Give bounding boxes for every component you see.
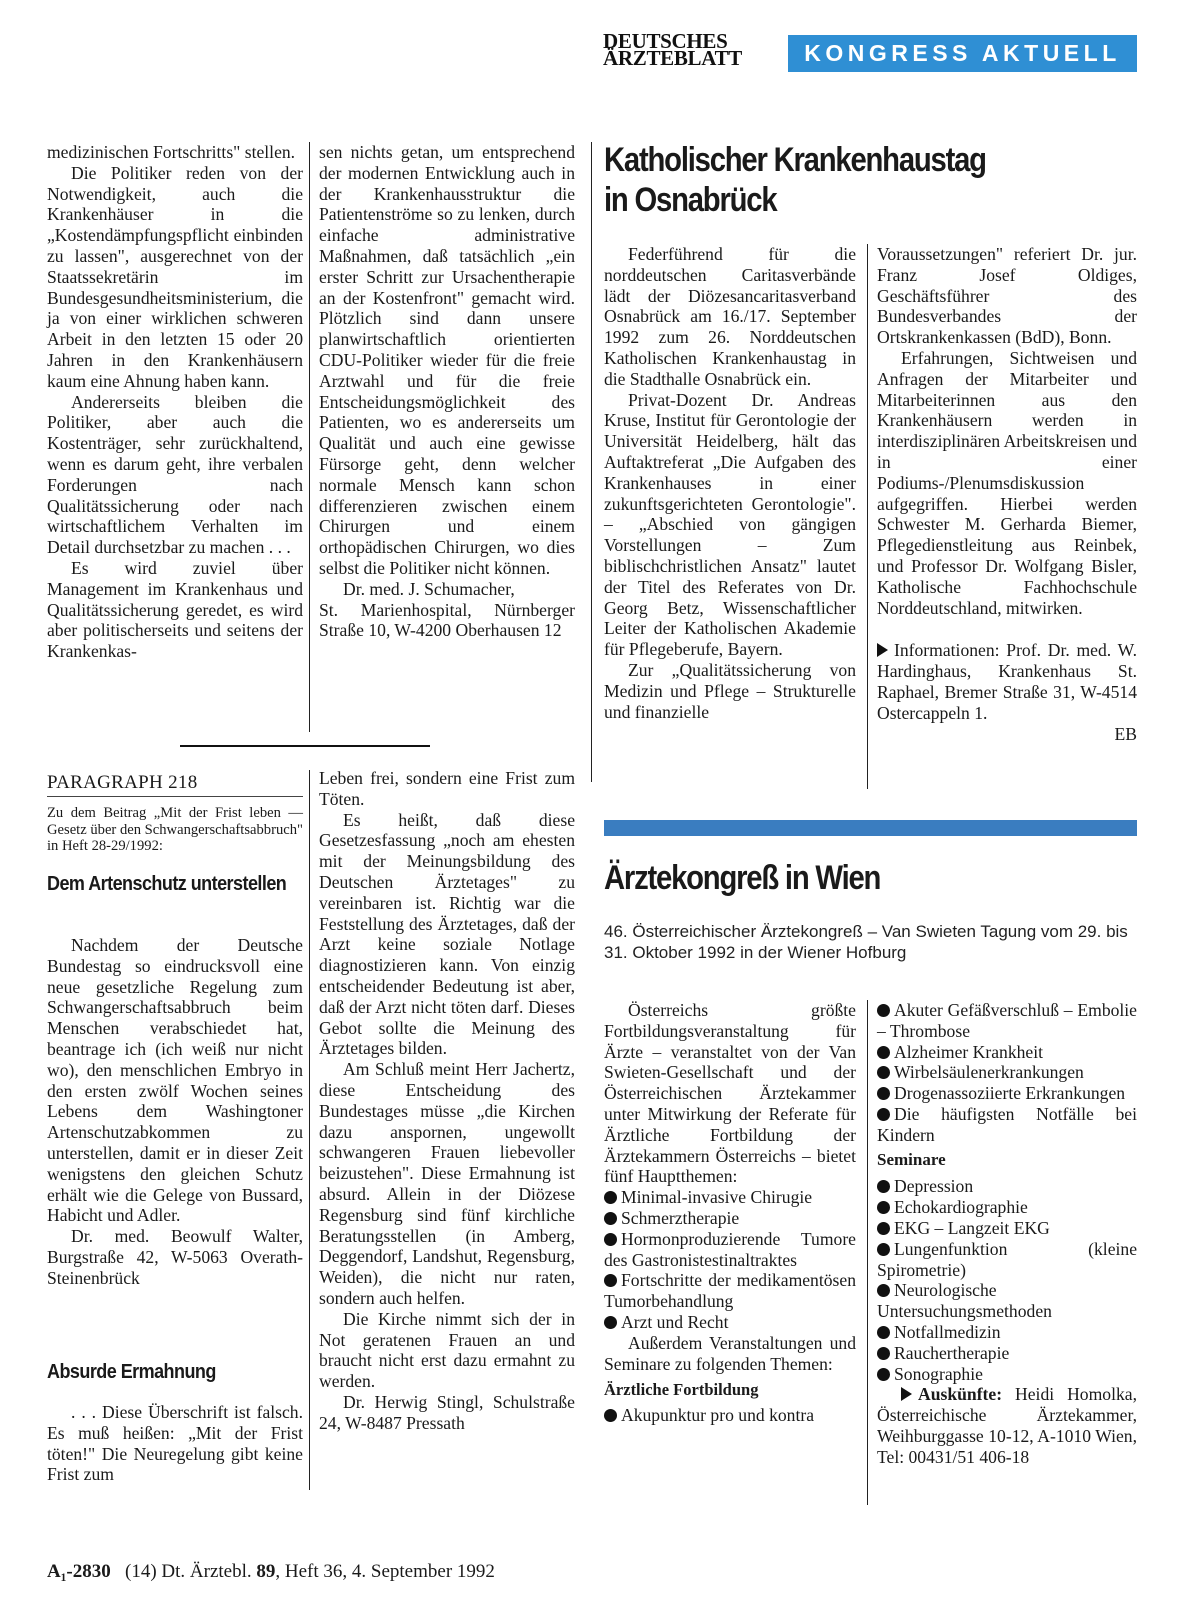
list-item: Akuter Gefäßverschluß – Embolie – Thrombose xyxy=(877,1000,1137,1041)
paragraph: Andererseits bleiben die Politiker, aber auch die Kostenträger, sehr zurückhaltend, wenn es darum geht, ihre verbalen Forderungen nach Qualitätssicherung oder nach wirtschaftlichem Verhalten im Detail durchsetzbar zu machen . . . xyxy=(47,391,303,558)
paragraph: sen nichts getan, um entsprechend der modernen Entwicklung auch in der Krankenhausstruktur die Patientenströme so zu lenken, durch einfache administrative Maßnahmen, daß tatsächlich „ein erster Schritt zur Ursachentherapie an der Kostenfront" gemacht wird. Plötzlich sind dann unsere planwirtschaftlich orientierten CDU-Politiker wieder für die freie Arztwahl und für die freie Entscheidungsmöglichkeit des Patienten, wo es andererseits um Qualität und auch eine gewisse Fürsorge geht, denn welcher normale Mensch kann schon differenzieren zwischen einem Chirurgen und einem orthopädischen Chirurgen, wo dies selbst die Politiker nicht können. xyxy=(319,142,575,578)
bullet-icon xyxy=(604,1409,617,1422)
list-item: EKG – Langzeit EKG xyxy=(877,1218,1137,1239)
letter2-body-col2 xyxy=(319,768,575,1434)
contact-text: Heidi Homolka, Österreichische Ärztekammer, Weihburggasse 10-12, A-1010 Wien, Tel: 00431/51 406-18 xyxy=(877,1384,1137,1467)
list-item: Notfallmedizin xyxy=(877,1322,1137,1343)
list-item: Wirbelsäulenerkrankungen xyxy=(877,1062,1137,1083)
signature-address: St. Marienhospital, Nürnberger Straße 10, W-4200 Oberhausen 12 xyxy=(319,599,575,641)
column-divider xyxy=(867,1000,868,1505)
publication-name-line2: ÄRZTEBLATT xyxy=(603,46,742,70)
left-article-column-1 xyxy=(47,142,303,662)
bullet-icon xyxy=(877,1201,890,1214)
paragraph: Voraussetzungen" referiert Dr. jur. Franz Josef Oldiges, Geschäftsführer des Bundesverbandes der Ortskrankenkassen (BdD), Bonn. xyxy=(877,244,1137,348)
section-color-bar xyxy=(604,820,1137,836)
headline-line: Katholischer Krankenhaustag xyxy=(604,141,986,179)
bullet-icon xyxy=(604,1233,617,1246)
letter2-body-col1 xyxy=(47,1402,303,1485)
list-item: Hormonproduzierende Tumore des Gastronistestinaltraktes xyxy=(604,1228,856,1270)
info-text: Informationen: Prof. Dr. med. W. Hardinghaus, Krankenhaus St. Raphael, Bremer Straße 31, W-4514 Ostercappeln 1. xyxy=(877,640,1137,723)
reference-note: Zu dem Beitrag „Mit der Frist leben — Gesetz über den Schwangerschaftsabbruch" in Heft 28-29/1992: xyxy=(47,805,303,854)
letter1-body xyxy=(47,935,303,1289)
contact-note xyxy=(877,1384,1137,1467)
list-heading: Ärztliche Fortbildung xyxy=(604,1380,759,1400)
column-divider xyxy=(309,142,310,732)
section-banner: KONGRESS AKTUELL xyxy=(788,35,1137,72)
page-footer xyxy=(47,1561,647,1583)
article-headline xyxy=(604,140,1120,220)
paragraph: Die Politiker reden von der Notwendigkeit, auch die Krankenhäuser in die „Kostendämpfungspflicht einbinden zu lassen", ausgerechnet von der Staatssekretärin im Bundesgesundheitsministerium, die ja von einer wirklichen schweren Arbeit in den letzten 15 oder 20 Jahren in den Krankenhäusern kaum eine Ahnung haben kann. xyxy=(47,162,303,391)
section-kicker: PARAGRAPH 218 xyxy=(47,772,303,797)
pointer-triangle-icon xyxy=(901,1387,912,1401)
left-article-column-2 xyxy=(319,142,575,641)
citation-prefix: (14) Dt. Ärztebl. xyxy=(125,1561,252,1582)
wien-column-1 xyxy=(604,1000,856,1426)
paragraph: Leben frei, sondern eine Frist zum Töten. xyxy=(319,768,575,809)
list-item: Sonographie xyxy=(877,1364,1137,1385)
list-item: Neurologische Untersuchungsmethoden xyxy=(877,1280,1052,1322)
bullet-icon xyxy=(877,1180,890,1193)
paragraph: Am Schluß meint Herr Jachertz, diese Entscheidung des Bundestages müsse „die Kirchen dazu anspornen, ungewollt schwangeren Frauen liebevoller beizustehen". Diese Ermahnung ist absurd. Allein in der Diözese Regensburg sind fünf kirchliche Beratungsstellen (in Amberg, Deggendorf, Landshut, Regensburg, Weiden), die nicht nur raten, sondern auch helfen. xyxy=(319,1059,575,1308)
page-code: A₁-2830 xyxy=(47,1561,111,1582)
list-item: Alzheimer Krankheit xyxy=(877,1042,1137,1063)
headline-line: in Osnabrück xyxy=(604,181,777,219)
list-item: Akupunktur pro und kontra xyxy=(604,1405,856,1426)
list-item: Echokardiographie xyxy=(877,1197,1137,1218)
bullet-icon xyxy=(877,1066,890,1079)
publication-name-line1: DEUTSCHES xyxy=(603,29,728,53)
list-item: Rauchertherapie xyxy=(877,1343,1137,1364)
author-initials: EB xyxy=(1114,723,1137,744)
bullet-icon xyxy=(877,1326,890,1339)
osnabrueck-column-1 xyxy=(604,244,856,722)
bullet-icon xyxy=(877,1046,890,1059)
contact-label: Auskünfte: xyxy=(918,1384,1003,1405)
paragraph: Österreichs größte Fortbildungsveranstaltung für Ärzte – veranstaltet von der Van Swieten-Gesellschaft und der Österreichischen Ärztekammer unter Mitwirkung der Referate für Ärztliche Fortbildung der Ärztekammern Österreichs – bietet fünf Hauptthemen: xyxy=(604,1000,856,1187)
list-item: Die häufigsten Notfälle bei Kindern xyxy=(877,1103,1137,1145)
bullet-icon xyxy=(877,1222,890,1235)
info-note xyxy=(877,640,1137,723)
letter-headline: Dem Artenschutz unterstellen xyxy=(47,873,287,895)
paragraph: Nachdem der Deutsche Bundestag so eindrucksvoll eine neue gesetzliche Regelung zum Schwangerschaftsabbruch beim Menschen verabschiedet hat, beantrage ich (ich weiß nur nicht wo), den menschlichen Embryo in den ersten zwölf Wochen seines Lebens dem Washingtoner Artenschutzabkommen zu unterstellen, damit er in dieser Zeit wenigstens den gleichen Schutz erhält wie die Gelege von Bussard, Habicht und Adler. xyxy=(47,935,303,1226)
wien-column-2 xyxy=(877,1000,1137,1468)
list-heading: Seminare xyxy=(877,1149,946,1169)
list-item: Arzt und Recht xyxy=(604,1312,856,1333)
pointer-triangle-icon xyxy=(877,643,888,657)
column-divider xyxy=(309,770,310,1490)
bullet-icon xyxy=(877,1284,890,1297)
article-end-rule xyxy=(180,745,430,747)
paragraph: Zur „Qualitätssicherung von Medizin und Pflege – Strukturelle und finanzielle xyxy=(604,659,856,722)
paragraph: Privat-Dozent Dr. Andreas Kruse, Institut für Gerontologie der Universität Heidelberg, hält das Auftaktreferat „Die Aufgaben des Krankenhauses in einer zukunftsgerichteten Gerontologie". – „Abschied von gängigen Vorstellungen – Zum biblischchristlichen Ansatz" lautet der Titel des Referates von Dr. Georg Betz, Wissenschaftlicher Leiter der Katholischen Akademie für Pflegeberufe, Bayern. xyxy=(604,389,856,660)
article-deck: 46. Österreichischer Ärztekongreß – Van Swieten Tagung vom 29. bis 31. Oktober 1992 in der Wiener Hofburg xyxy=(604,922,1128,962)
paragraph: Erfahrungen, Sichtweisen und Anfragen der Mitarbeiter und Mitarbeiterinnen aus den Krankenhäusern werden in interdisziplinären Arbeitskreisen und in einer Podiums-/Plenumsdiskussion aufgegriffen. Hierbei werden Schwester M. Gerharda Biemer, Pflegedienstleitung aus Reinbek, und Professor Dr. Wolfgang Bisler, Katholische Fachhochschule Norddeutschland, mitwirken. xyxy=(877,347,1137,618)
paragraph: . . . Diese Überschrift ist falsch. Es muß heißen: „Mit der Frist töten!" Die Neuregelung gibt keine Frist zum xyxy=(47,1402,303,1485)
paragraph: Federführend für die norddeutschen Caritasverbände lädt der Diözesancaritasverband Osnabrück am 16./17. September 1992 zum 26. Norddeutschen Katholischen Krankenhaustag in die Stadthalle Osnabrück ein. xyxy=(604,244,856,389)
citation-volume: 89 xyxy=(256,1561,276,1582)
publication-logo xyxy=(603,29,771,70)
bullet-icon xyxy=(877,1108,890,1121)
article-headline: Ärztekongreß in Wien xyxy=(604,859,881,897)
list-item: Minimal-invasive Chirugie xyxy=(604,1187,856,1208)
bullet-icon xyxy=(877,1243,890,1256)
bullet-icon xyxy=(877,1347,890,1360)
paragraph: Es wird zuviel über Management im Krankenhaus und Qualitätssicherung geredet, es wird aber politischerseits und seitens der Krankenkas- xyxy=(47,557,303,662)
paragraph: Außerdem Veranstaltungen und Seminare zu folgenden Themen: xyxy=(604,1332,856,1374)
list-item: Schmerztherapie xyxy=(604,1208,856,1229)
column-divider xyxy=(867,244,868,789)
bullet-icon xyxy=(604,1191,617,1204)
list-item: Fortschritte der medikamentösen Tumorbehandlung xyxy=(604,1270,856,1312)
paragraph: Es heißt, daß diese Gesetzesfassung „noch am ehesten mit der Meinungsbildung des Deutschen Ärztetages" zu vereinbaren ist. Richtig war die Feststellung des Ärztetages, daß der Arzt keine soziale Notlage diagnostizieren kann. Von einzig entscheidender Bedeutung ist aber, daß der Arzt nicht töten darf. Dieses Gebot sollte die Meinung des Ärztetages bilden. xyxy=(319,809,575,1059)
bullet-icon xyxy=(877,1368,890,1381)
bullet-icon xyxy=(604,1274,617,1287)
osnabrueck-column-2 xyxy=(877,244,1137,744)
list-item: Depression xyxy=(877,1176,1137,1197)
bullet-icon xyxy=(877,1004,890,1017)
paragraph: medizinischen Fortschritts" stellen. xyxy=(47,142,296,162)
list-item: Lungenfunktion (kleine Spirometrie) xyxy=(877,1238,1137,1280)
bullet-icon xyxy=(604,1316,617,1329)
list-item: Drogenassoziierte Erkrankungen xyxy=(877,1083,1137,1104)
bullet-icon xyxy=(877,1087,890,1100)
signature-name: Dr. med. J. Schumacher, xyxy=(343,578,515,599)
citation-suffix: , Heft 36, 4. September 1992 xyxy=(275,1561,495,1582)
column-divider xyxy=(591,142,592,782)
bullet-icon xyxy=(604,1212,617,1225)
letter-signature xyxy=(319,579,575,641)
letter-signature: Dr. med. Beowulf Walter, Burgstraße 42, W-5063 Overath-Steinenbrück xyxy=(47,1226,303,1288)
letter-headline: Absurde Ermahnung xyxy=(47,1361,216,1383)
letter-signature: Dr. Herwig Stingl, Schulstraße 24, W-8487 Pressath xyxy=(319,1391,575,1433)
paragraph: Die Kirche nimmt sich der in Not geratenen Frauen an und braucht nicht erst dazu ermahnt zu werden. xyxy=(319,1308,575,1392)
